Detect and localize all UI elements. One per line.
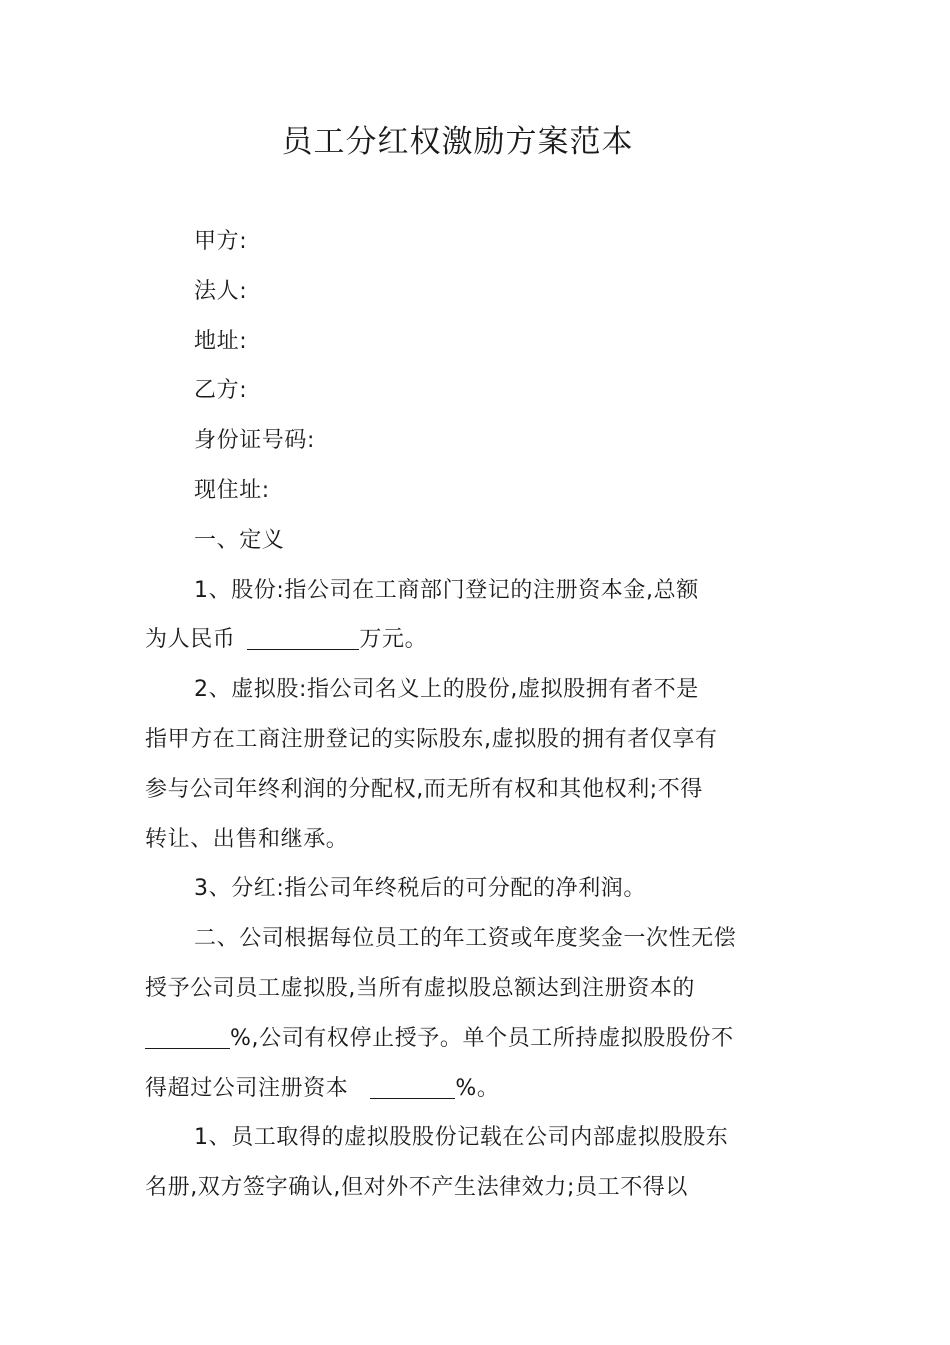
shares-amount-prefix: 为人民币 (145, 627, 236, 653)
definition-shares-line2 (145, 615, 755, 665)
section2-line2: 授予公司员工虚拟股,当所有虚拟股总额达到注册资本的 (145, 975, 695, 1001)
party-a-label: 甲方: (194, 229, 248, 254)
definition-virtual-shares-line3: 参与公司年终利润的分配权,而无所有权和其他权利;不得 (145, 776, 704, 802)
individual-percent-blank (370, 1072, 455, 1099)
party-b-id-number: 身份证号码: (194, 428, 316, 454)
section2-line4 (145, 1064, 755, 1114)
document-title: 员工分红权激励方案范本 (281, 124, 634, 160)
total-percent-suffix: %,公司有权停止授予。单个员工所持虚拟股股份不 (230, 1025, 734, 1051)
section2-item1-line2: 名册,双方签字确认,但对外不产生法律效力;员工不得以 (145, 1175, 688, 1201)
total-percent-blank (145, 1022, 230, 1049)
party-a-legal-person: 法人: (194, 278, 248, 304)
section2-line1: 二、公司根据每位员工的年工资或年度奖金一次性无偿 (194, 926, 737, 952)
definition-virtual-shares-line2: 指甲方在工商注册登记的实际股东,虚拟股的拥有者仅享有 (145, 726, 718, 752)
individual-cap-prefix: 得超过公司注册资本 (145, 1075, 349, 1101)
definition-shares-line1: 1、股份:指公司在工商部门登记的注册资本金,总额 (194, 577, 699, 603)
definition-dividend-line1: 3、分红:指公司年终税后的可分配的净利润。 (194, 876, 647, 902)
definition-virtual-shares-line4: 转让、出售和继承。 (145, 826, 349, 852)
party-b-current-address: 现住址: (194, 477, 270, 503)
shares-amount-suffix: 万元。 (359, 627, 428, 653)
definition-virtual-shares-line1: 2、虚拟股:指公司名义上的股份,虚拟股拥有者不是 (194, 677, 699, 703)
individual-percent-suffix: %。 (455, 1075, 500, 1101)
shares-amount-blank (247, 623, 359, 650)
section2-item1-line1: 1、员工取得的虚拟股股份记载在公司内部虚拟股股东 (194, 1125, 729, 1151)
section2-line3 (145, 1014, 755, 1064)
party-b-label: 乙方: (194, 378, 248, 404)
document-body (145, 217, 755, 1213)
party-a-address: 地址: (194, 328, 248, 354)
section1-heading: 一、定义 (194, 527, 285, 553)
